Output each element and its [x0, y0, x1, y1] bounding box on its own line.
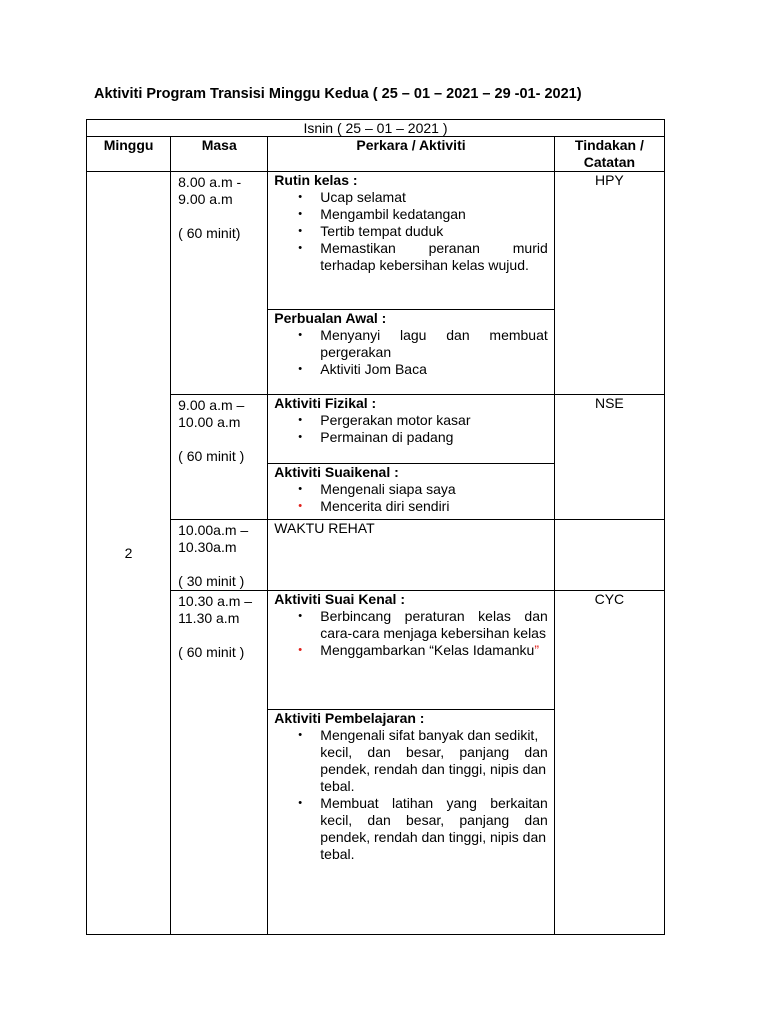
activity-heading: Aktiviti Suaikenal : [274, 464, 399, 480]
slot-time-start: 10.30 a.m – [178, 593, 253, 609]
activity-heading: Perbualan Awal : [274, 310, 387, 326]
slot-row-1a [87, 172, 665, 310]
col-header-minggu: Minggu [87, 137, 171, 172]
list-item-line: tebal. [320, 846, 355, 862]
slot-row-2a [87, 395, 665, 464]
activity-rehat: WAKTU REHAT [268, 520, 554, 591]
slot-row-4a [87, 591, 665, 710]
col-header-tindakan-line2: Catatan [583, 154, 636, 170]
slot-duration: ( 60 minit ) [178, 644, 245, 660]
schedule-table [86, 119, 665, 935]
list-item-line: tebal. [320, 778, 355, 794]
activity-block-rutin [268, 172, 554, 310]
list-item: • Pergerakan motor kasar [320, 412, 547, 429]
tindakan-cell: CYC [554, 591, 664, 935]
col-header-tindakan-line1: Tindakan / [574, 137, 644, 153]
col-header-tindakan [554, 137, 664, 172]
list-item: • Permainan di padang [320, 429, 547, 446]
slot-time-1 [171, 172, 268, 395]
slot-time-start: 8.00 a.m - [178, 174, 242, 190]
slot-time-start: 9.00 a.m – [178, 397, 245, 413]
activity-heading: Aktiviti Pembelajaran : [274, 710, 425, 726]
day-header-row [87, 120, 665, 137]
slot-duration: ( 30 minit ) [178, 573, 245, 589]
list-item: • Menyanyi lagu dan membuat pergerakan [320, 327, 547, 361]
slot-time-2 [171, 395, 268, 520]
day-header: Isnin ( 25 – 01 – 2021 ) [87, 120, 665, 137]
list-item [320, 795, 547, 863]
activity-block-perbualan [268, 310, 554, 395]
activity-block-suaikenal [268, 464, 554, 520]
activity-block-pembelajaran [268, 710, 554, 935]
week-number: 2 [87, 172, 171, 935]
slot-row-3 [87, 520, 665, 591]
slot-time-end: 9.00 a.m [178, 191, 233, 207]
list-item: • Mengenali siapa saya [320, 481, 547, 498]
slot-time-4 [171, 591, 268, 935]
activity-heading: Aktiviti Suai Kenal : [274, 591, 405, 607]
list-item [320, 642, 547, 659]
tindakan-cell: NSE [554, 395, 664, 520]
slot-time-start: 10.00a.m – [178, 522, 249, 538]
list-item: • Tertib tempat duduk [320, 223, 547, 240]
col-header-perkara: Perkara / Aktiviti [268, 137, 554, 172]
slot-duration: ( 60 minit ) [178, 448, 245, 464]
tindakan-cell: HPY [554, 172, 664, 395]
activity-heading: Rutin kelas : [274, 172, 358, 188]
slot-time-3 [171, 520, 268, 591]
list-item: • Ucap selamat [320, 189, 547, 206]
list-item: • Memastikan peranan murid terhadap kebersihan kelas wujud. [320, 240, 547, 274]
closing-quote: ” [534, 642, 539, 658]
slot-duration: ( 60 minit) [178, 225, 241, 241]
list-item-line: kecil, dan besar, panjang dan pendek, rendah dan tinggi, nipis dan [320, 744, 548, 777]
list-item-line: • Membuat latihan yang berkaitan kecil, dan besar, panjang dan pendek, rendah dan tinggi, nipis dan [320, 795, 548, 845]
list-item: • Mencerita diri sendiri [320, 498, 547, 515]
slot-time-end: 11.30 a.m [178, 610, 240, 626]
list-item: • Berbincang peraturan kelas dan cara-cara menjaga kebersihan kelas [320, 608, 547, 642]
column-header-row [87, 137, 665, 172]
activity-block-fizikal [268, 395, 554, 464]
page-title: Aktiviti Program Transisi Minggu Kedua ( 25 – 01 – 2021 – 29 -01- 2021) [94, 86, 582, 102]
col-header-masa: Masa [171, 137, 268, 172]
list-item: • Aktiviti Jom Baca [320, 361, 547, 378]
list-item-line: • Mengenali sifat banyak dan sedikit, [320, 727, 539, 743]
slot-time-end: 10.30a.m [178, 539, 237, 555]
activity-heading: Aktiviti Fizikal : [274, 395, 377, 411]
list-item [320, 727, 547, 795]
slot-time-end: 10.00 a.m [178, 414, 241, 430]
list-item: • Mengambil kedatangan [320, 206, 547, 223]
list-item-text: Menggambarkan “Kelas Idamanku [320, 642, 535, 658]
activity-block-suai-kenal [268, 591, 554, 710]
tindakan-cell [554, 520, 664, 591]
